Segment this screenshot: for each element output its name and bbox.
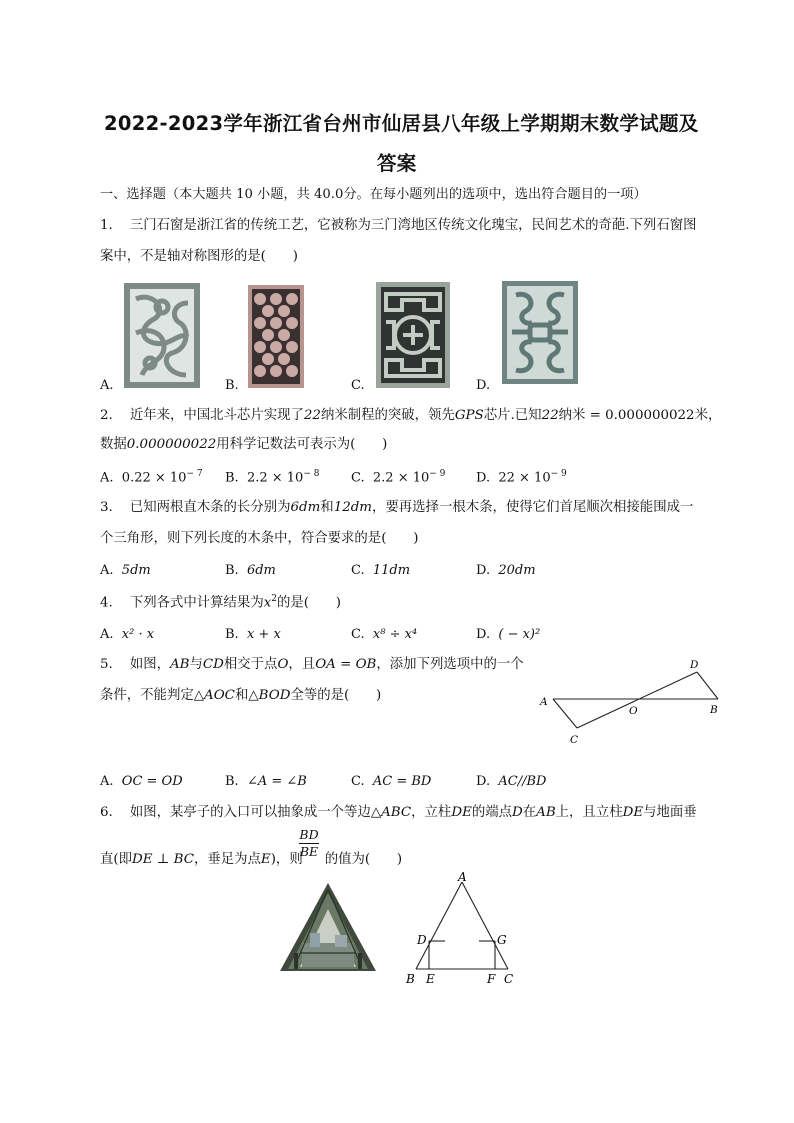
question-6-line1 [100, 806, 697, 819]
point-d-label: D [690, 659, 699, 671]
option-label: C. [351, 627, 365, 642]
option-1a-label[interactable]: A. [100, 378, 114, 393]
question-number: 2. [100, 408, 113, 423]
option-3b[interactable] [225, 563, 276, 578]
q4-math-exp: 2 [271, 594, 278, 604]
option-label: D. [476, 470, 491, 486]
point-d-label: D [417, 933, 427, 947]
point-g-label: G [497, 933, 507, 947]
q4-text-a: 下列各式中计算结果为 [129, 595, 264, 611]
point-a-label: A [458, 870, 467, 884]
q6-text-b: ，立柱 [411, 805, 452, 820]
option-5d[interactable] [476, 774, 546, 789]
q3-text-b: 和 [320, 500, 334, 515]
section-header: 一、选择题（本大题共 10 小题，共 40.0分。在每小题列出的选项中，选出符合题目的一项） [100, 187, 647, 202]
q6-text-a: 如图，某亭子的入口可以抽象成一个等边 [129, 805, 371, 820]
point-e-label: E [426, 972, 435, 986]
equilateral-triangle-figure [401, 868, 523, 990]
q3-text-c: ，要再选择一根木条，使得它们首尾顺次相接能围成一 [372, 500, 694, 515]
option-3c[interactable] [351, 563, 410, 578]
q6-math-abc: △ABC [370, 805, 412, 820]
stone-window-d-image [502, 281, 578, 384]
q3-math-6dm: 6dm [290, 500, 321, 515]
q2-math-gps: GPS [454, 408, 484, 423]
option-4d[interactable] [476, 627, 540, 642]
q5-math-o: O [277, 657, 289, 672]
q2-math-22b: 22 [541, 408, 559, 423]
q5-text-b: 与 [189, 657, 203, 672]
option-label: B. [225, 627, 239, 642]
q2-text-b: 纳米制程的突破，领先 [320, 408, 455, 423]
option-2c[interactable] [351, 469, 445, 485]
option-5a[interactable] [100, 774, 183, 789]
point-a-label: A [540, 696, 548, 708]
option-2b[interactable] [225, 469, 319, 485]
point-f-label: F [487, 972, 496, 986]
q2-math-number: 0.000000022 [126, 437, 217, 452]
option-2d[interactable] [476, 469, 567, 485]
option-text: ∠A = ∠B [246, 774, 307, 789]
option-1b-label[interactable]: B. [225, 378, 239, 393]
fraction-denominator: BE [299, 844, 319, 859]
q6-math-de2: DE [622, 805, 644, 820]
q5-math-cd: CD [202, 657, 224, 672]
option-4b[interactable] [225, 627, 281, 642]
q6-text-g: 直(即 [100, 852, 133, 867]
q2-text-e: 数据 [100, 437, 127, 452]
question-6-line2 [100, 853, 402, 866]
question-2-line1 [100, 409, 721, 422]
option-5b[interactable] [225, 774, 307, 789]
q6-text-c: 的端点 [471, 805, 513, 820]
question-number: 5. [100, 657, 113, 672]
q5-text-a: 如图， [129, 657, 170, 672]
q6-text-e: 上，且立柱 [555, 805, 623, 820]
q5-math-ab: AB [169, 657, 190, 672]
page-title-line2: 答案 [377, 152, 417, 175]
q6-text-i: )，则 [270, 852, 303, 867]
option-exponent: − 8 [303, 469, 320, 479]
option-text: 6dm [246, 563, 276, 578]
q5-text-h: 全等的是( ) [290, 688, 382, 703]
intersecting-lines-figure [534, 652, 726, 748]
stone-window-c-image [376, 282, 450, 388]
option-label: A. [100, 563, 114, 578]
q2-text-c: 芯片.已知 [483, 408, 542, 423]
q5-math-oa-ob: OA = OB [315, 657, 377, 672]
question-2-line2 [100, 438, 387, 451]
option-4c[interactable] [351, 627, 417, 642]
q5-text-d: ，且 [288, 657, 316, 672]
question-number: 6. [100, 805, 113, 820]
stone-window-a-image [124, 283, 200, 388]
option-2a[interactable] [100, 469, 203, 485]
q6-text-h: ，垂足为点 [193, 852, 261, 867]
point-b-label: B [710, 704, 718, 716]
option-label: C. [351, 774, 365, 789]
q4-text-b: 的是( ) [277, 595, 342, 611]
option-text: AC//BD [498, 774, 547, 789]
q6-math-e: E [260, 852, 271, 867]
question-3-line1 [100, 501, 693, 514]
option-text: 2.2 × 10 [372, 470, 430, 486]
question-number: 4. [100, 595, 113, 611]
q3-text-a: 已知两根直木条的长分别为 [129, 500, 291, 515]
option-text: 0.22 × 10 [121, 470, 187, 486]
stone-window-b-image [248, 285, 304, 388]
q3-math-12dm: 12dm [333, 500, 372, 515]
point-b-label: B [406, 972, 415, 986]
pavilion-photo-image [280, 883, 376, 971]
option-label: A. [100, 627, 114, 642]
option-label: D. [476, 774, 491, 789]
page-title-line1: 2022-2023学年浙江省台州市仙居县八年级上学期期末数学试题及 [104, 112, 699, 135]
question-1-line2: 案中，不是轴对称图形的是( ) [100, 249, 298, 264]
q2-text-a: 近年来，中国北斗芯片实现了 [129, 408, 304, 423]
option-exponent: − 9 [550, 469, 567, 479]
point-c-label: C [504, 972, 514, 986]
option-text: 2.2 × 10 [246, 470, 304, 486]
option-4a[interactable] [100, 627, 154, 642]
option-text: 5dm [121, 563, 151, 578]
option-text: 11dm [372, 563, 411, 578]
option-text: AC = BD [372, 774, 432, 789]
option-label: A. [100, 470, 114, 486]
option-text: 22 × 10 [498, 470, 551, 486]
q5-text-c: 相交于点 [223, 657, 278, 672]
question-number: 3. [100, 500, 113, 515]
question-number: 1. [100, 218, 113, 233]
q2-text-f: 用科学记数法可表示为( ) [216, 437, 388, 452]
option-label: B. [225, 774, 239, 789]
option-exponent: − 9 [429, 469, 446, 479]
q5-text-f: 条件，不能判定 [100, 688, 194, 703]
question-3-line2: 个三角形，则下列长度的木条中，符合要求的是( ) [100, 531, 419, 546]
q6-math-ab: AB [536, 805, 556, 820]
q6-math-d: D [512, 805, 523, 820]
option-5c[interactable] [351, 774, 431, 789]
q5-text-g: 和 [234, 688, 249, 703]
q5-math-aoc: △AOC [193, 688, 235, 703]
question-5-line1 [100, 658, 524, 671]
option-text: 20dm [498, 563, 536, 578]
fraction-numerator: BD [299, 827, 319, 842]
option-label: C. [351, 470, 365, 486]
option-label: D. [476, 627, 491, 642]
q6-text-j: 的值为( ) [324, 852, 403, 867]
option-1c-label[interactable]: C. [351, 378, 365, 393]
option-1d-label[interactable]: D. [476, 378, 491, 393]
option-3a[interactable] [100, 563, 151, 578]
option-text: x⁸ ÷ x⁴ [372, 627, 418, 642]
option-text: OC = OD [121, 774, 183, 789]
q6-math-de: DE [451, 805, 472, 820]
option-label: A. [100, 774, 114, 789]
option-label: B. [225, 563, 239, 578]
option-exponent: − 7 [186, 469, 203, 479]
q6-math-perp: DE ⊥ BC [132, 852, 194, 867]
option-text: ( − x)² [498, 627, 541, 642]
option-text: x² · x [121, 627, 155, 642]
point-c-label: C [570, 734, 579, 746]
option-label: C. [351, 563, 365, 578]
q2-text-d: 纳米 = 0.000000022米， [558, 408, 722, 423]
option-label: D. [476, 563, 491, 578]
point-o-label: O [629, 705, 638, 717]
question-1-line1 [100, 219, 696, 232]
q6-text-f: 与地面垂 [643, 805, 697, 820]
q5-text-e: ，添加下列选项中的一个 [376, 657, 524, 672]
question-5-line2 [100, 689, 381, 702]
q5-math-bod: △BOD [248, 688, 291, 703]
option-text: x + x [246, 627, 281, 642]
q2-math-22: 22 [303, 408, 321, 423]
option-label: B. [225, 470, 239, 486]
q4-math-x: x [263, 595, 272, 611]
q6-text-d: 在 [522, 805, 537, 820]
option-3d[interactable] [476, 563, 536, 578]
question-4-line [100, 595, 341, 610]
question-text: 三门石窗是浙江省的传统工艺，它被称为三门湾地区传统文化瑰宝，民间艺术的奇葩.下列石窗图 [129, 218, 697, 233]
